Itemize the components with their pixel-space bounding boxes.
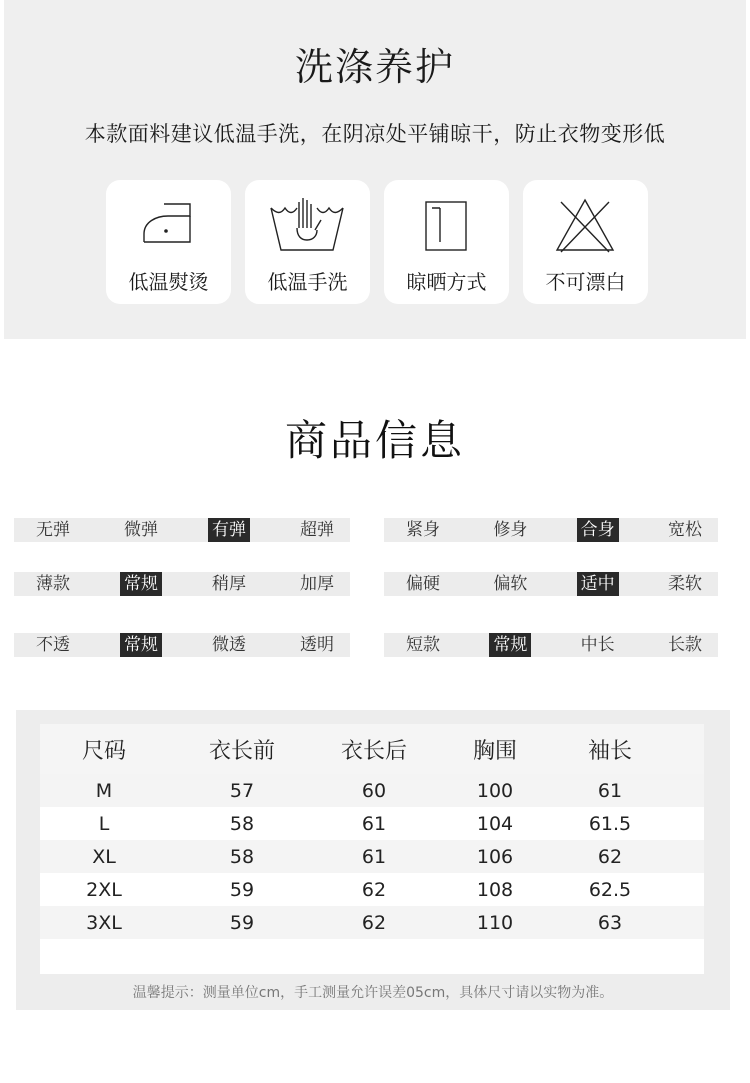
size-header-cell: 衣长后: [340, 739, 408, 764]
attr-option: 紧身: [406, 520, 440, 540]
attr-row-length: [384, 633, 718, 657]
attr-option: 中长: [580, 635, 615, 655]
table-cell: 2XL: [86, 879, 122, 901]
care-card-hand-wash: [245, 180, 370, 304]
attr-option: 修身: [493, 520, 528, 540]
care-section: [4, 0, 746, 339]
table-cell: L: [98, 813, 110, 835]
attr-row-transparency: [14, 633, 350, 657]
table-cell: 62.5: [588, 879, 632, 901]
care-title: 洗涤养护: [294, 45, 455, 89]
attr-option: 稍厚: [212, 574, 246, 594]
no-bleach-icon: [545, 194, 625, 256]
care-card-iron: [106, 180, 231, 304]
attr-option: 微透: [212, 635, 246, 655]
attr-option: 柔软: [667, 574, 702, 594]
attr-option: 偏硬: [406, 574, 440, 594]
table-cell: XL: [92, 846, 116, 868]
size-header-cell: 胸围: [472, 739, 518, 764]
table-cell: 61: [597, 780, 623, 802]
attr-option: 微弹: [124, 520, 158, 540]
dry-flat-icon: [406, 194, 486, 256]
care-card-label: 晾晒方式: [406, 270, 487, 294]
table-cell: 62: [597, 846, 623, 868]
attr-option-selected: 适中: [577, 572, 619, 596]
size-note: 温馨提示：测量单位cm，手工测量允许误差05cm，具体尺寸请以实物为准。: [132, 985, 614, 1001]
table-cell: 104: [476, 813, 514, 835]
low-temp-iron-icon: [128, 194, 208, 256]
table-cell: 61.5: [588, 813, 632, 835]
table-cell: 63: [597, 912, 623, 934]
table-cell: M: [95, 780, 113, 802]
size-table-section: [16, 710, 730, 1010]
table-cell: 100: [476, 780, 514, 802]
size-header-cell: 尺码: [81, 739, 127, 764]
table-row: [40, 774, 704, 807]
attr-option: 透明: [300, 635, 334, 655]
care-card-label: 低温熨烫: [128, 270, 209, 294]
attr-row-elasticity: [14, 518, 350, 542]
table-row: [40, 840, 704, 873]
attr-option: 薄款: [36, 574, 70, 594]
attr-option-selected: 常规: [120, 572, 162, 596]
table-cell: 61: [361, 846, 387, 868]
table-cell: 59: [229, 912, 255, 934]
table-cell: 110: [476, 912, 514, 934]
attr-option-selected: 合身: [577, 518, 619, 542]
table-cell: 58: [229, 846, 255, 868]
attr-option: 无弹: [36, 520, 70, 540]
table-cell: 61: [361, 813, 387, 835]
table-cell: 59: [229, 879, 255, 901]
table-cell: 62: [361, 912, 387, 934]
attr-option: 加厚: [300, 574, 334, 594]
size-table: [40, 724, 704, 974]
care-card-label: 低温手洗: [267, 270, 348, 294]
attr-option: 长款: [667, 635, 702, 655]
size-table-header: [40, 724, 704, 774]
table-cell: 3XL: [86, 912, 122, 934]
attr-option: 偏软: [493, 574, 528, 594]
attr-option: 超弹: [300, 520, 334, 540]
attr-option-selected: 常规: [120, 633, 162, 657]
table-cell: 58: [229, 813, 255, 835]
hand-wash-icon: [267, 194, 347, 256]
table-cell: 60: [361, 780, 387, 802]
attr-row-softness: [384, 572, 718, 596]
product-info-title: 商品信息: [284, 416, 465, 465]
care-cards: [106, 180, 648, 304]
care-card-bleach: [523, 180, 648, 304]
care-card-label: 不可漂白: [545, 270, 626, 294]
table-row: [40, 807, 704, 840]
table-cell: 108: [476, 879, 514, 901]
table-cell: 106: [476, 846, 514, 868]
table-row: [40, 873, 704, 906]
table-cell: 62: [361, 879, 387, 901]
attr-row-thickness: [14, 572, 350, 596]
attr-row-fit: [384, 518, 718, 542]
attr-option-selected: 有弹: [208, 518, 250, 542]
attr-option-selected: 常规: [489, 633, 531, 657]
table-row: [40, 906, 704, 939]
attr-option: 短款: [406, 635, 440, 655]
attr-option: 宽松: [667, 520, 702, 540]
table-cell: 57: [229, 780, 255, 802]
attr-option: 不透: [36, 635, 70, 655]
care-description: 本款面料建议低温手洗，在阴凉处平铺晾干，防止衣物变形低: [84, 122, 666, 146]
size-header-cell: 衣长前: [208, 739, 276, 764]
size-header-cell: 袖长: [587, 739, 633, 764]
care-card-dry: [384, 180, 509, 304]
